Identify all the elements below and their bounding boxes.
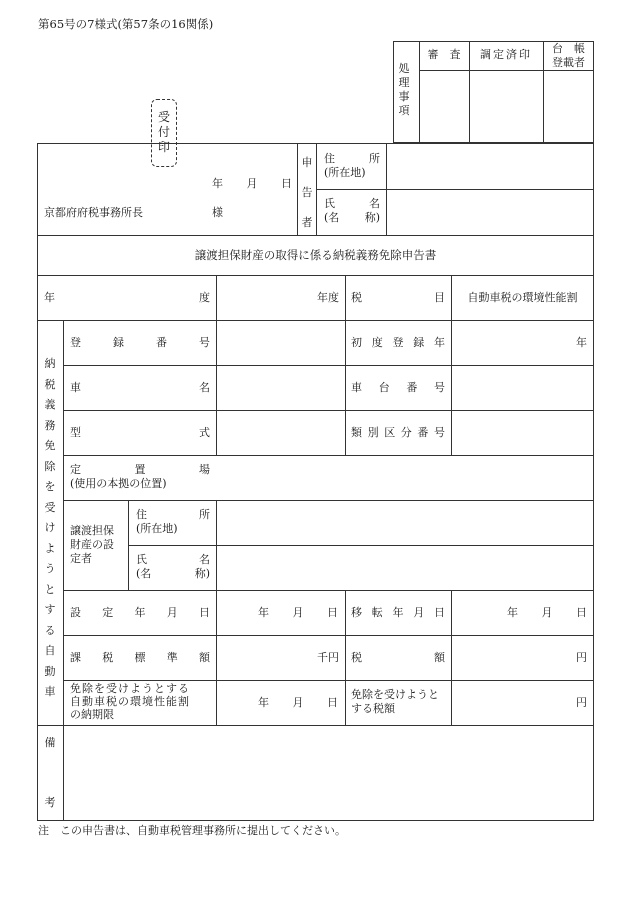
setter-label: 譲渡担保 財産の設 定者 xyxy=(70,524,114,565)
processing-label: 処 理 事 項 xyxy=(398,62,410,117)
vehicle-section-label: 納 税 義 務 免 除 を 受 け よ う と す る 自 動 車 xyxy=(44,357,56,698)
model-label: 型 式 xyxy=(70,426,210,439)
ledger-header-1: 台 帳 xyxy=(552,42,585,55)
storage-label: 定 置 場 (使用の本拠の位置) xyxy=(70,463,210,490)
storage-field[interactable] xyxy=(217,456,593,499)
year-unit: 年度 xyxy=(317,291,339,304)
declarant-name-label: 氏 名 (名 称) xyxy=(324,197,380,224)
form-id: 第65号の7様式(第57条の16関係) xyxy=(38,17,214,31)
first-reg-year-unit: 年 xyxy=(576,336,587,349)
exempt-amount-unit: 円 xyxy=(576,696,587,709)
setter-name-field[interactable] xyxy=(217,546,593,589)
declarant-name-field[interactable] xyxy=(387,190,593,234)
transfer-date-label: 移 転 年 月 日 xyxy=(351,606,445,619)
addressee-honorific: 様 xyxy=(212,206,223,219)
setup-date-label: 設 定 年 月 日 xyxy=(70,606,210,619)
tax-base-label: 課 税 標 準 額 xyxy=(70,651,210,664)
chassis-number-label: 車 台 番 号 xyxy=(351,381,445,394)
submission-date: 年 月 日 xyxy=(212,177,292,190)
ledger-header-2: 登載者 xyxy=(552,56,585,69)
declarant-address-label: 住 所 (所在地) xyxy=(324,152,380,179)
reg-number-label: 登 録 番 号 xyxy=(70,336,210,349)
remarks-field[interactable] xyxy=(64,726,593,820)
setter-address-label: 住 所 (所在地) xyxy=(136,508,210,535)
addressee-office: 京都府府税事務所長 xyxy=(44,206,143,219)
calc-header: 調定済印 xyxy=(480,48,532,61)
reg-number-field[interactable] xyxy=(217,321,344,364)
setup-date-field[interactable]: 年 月 日 xyxy=(258,606,338,619)
form-title: 譲渡担保財産の取得に係る納税義務免除申告書 xyxy=(194,248,437,262)
remarks-label-1: 備 xyxy=(44,736,56,749)
footnote: 注 この申告書は、自動車税管理事務所に提出してください。 xyxy=(38,824,346,837)
chassis-number-field[interactable] xyxy=(452,366,593,409)
class-number-label: 類 別 区 分 番 号 xyxy=(351,426,445,439)
tax-base-unit: 千円 xyxy=(317,651,339,664)
tax-item-label: 税 目 xyxy=(351,291,445,304)
setter-address-field[interactable] xyxy=(217,501,593,544)
class-number-field[interactable] xyxy=(452,411,593,454)
car-name-label: 車 名 xyxy=(70,381,210,394)
transfer-date-field[interactable]: 年 月 日 xyxy=(507,606,587,619)
declarant-address-field[interactable] xyxy=(387,144,593,188)
exempt-amount-label: 免除を受けようと する税額 xyxy=(351,688,439,715)
tax-item-value: 自動車税の環境性能割 xyxy=(467,291,578,304)
tax-amount-label: 税 額 xyxy=(351,651,445,664)
setter-name-label: 氏 名 (名 称) xyxy=(136,553,210,580)
first-reg-year-label: 初 度 登 録 年 xyxy=(351,336,445,349)
model-field[interactable] xyxy=(217,411,344,454)
declarant-label: 申 告 者 xyxy=(301,156,313,229)
year-label: 年 度 xyxy=(44,291,210,304)
reception-stamp-label: 受 付 印 xyxy=(157,110,170,154)
remarks-label-2: 考 xyxy=(44,796,56,809)
tax-amount-unit: 円 xyxy=(576,651,587,664)
deadline-field[interactable]: 年 月 日 xyxy=(258,696,338,709)
inspect-header: 審 査 xyxy=(427,48,461,61)
deadline-label: 免除を受けようとする 自動車税の環境性能割 の納期限 xyxy=(70,682,190,721)
car-name-field[interactable] xyxy=(217,366,344,409)
